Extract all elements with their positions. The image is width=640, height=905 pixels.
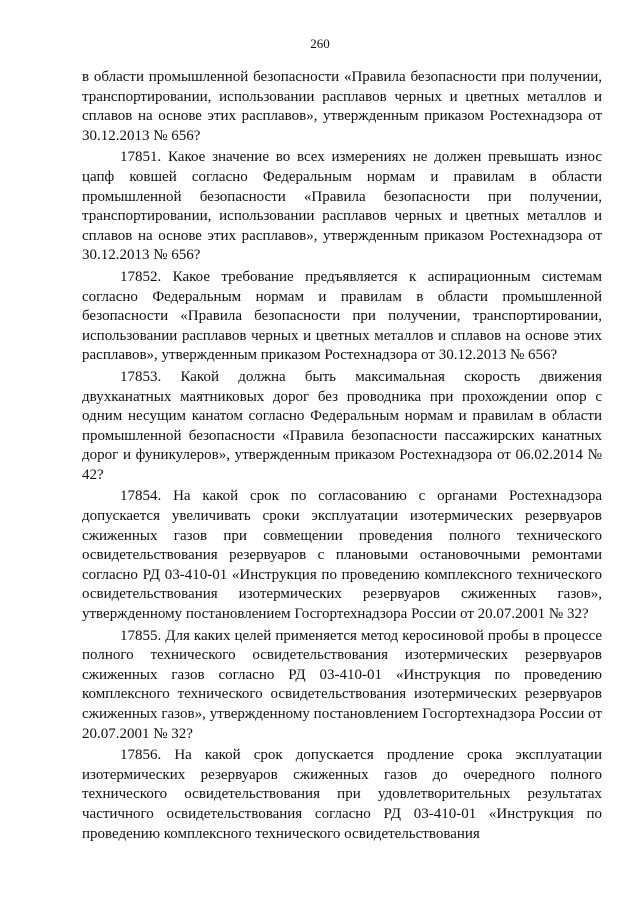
question-17853: 17853. Какой должна быть максимальная скорость движения двухканатных маятниковых дорог без проводника при прохождении опор с одним несущим канатом согласно Федеральным нормам и правилам в области промышленной безопасности «Правила безопасности пассажирских канатных дорог и фуникулеров», утвержденным приказом Ростехнадзора от 06.02.2014 № 42? <box>82 368 602 483</box>
question-17852: 17852. Какое требование предъявляется к аспирационным системам согласно Федеральным нормам и правилам в области промышленной безопасности «Правила безопасности при получении, транспортировании, использовании расплавов черных и цветных металлов и сплавов на основе этих расплавов», утвержденным приказом Ростехнадзора от 30.12.2013 № 656? <box>82 268 602 364</box>
question-17854: 17854. На какой срок по согласованию с органами Ростехнадзора допускается увеличивать сроки эксплуатации изотермических резервуаров сжиженных газов при совмещении проведения полного технического освидетельствования резервуаров с плановыми остановочными ремонтами согласно РД 03-410-01 «Инструкция по проведению комплексного технического освидетельствования изотермических резервуаров сжиженных газов», утвержденному постановлением Госгортехнадзора России от 20.07.2001 № 32? <box>82 488 602 623</box>
question-17855: 17855. Для каких целей применяется метод керосиновой пробы в процессе полного технического освидетельствования изотермических резервуаров сжиженных газов согласно РД 03-410-01 «Инструкция по проведению комплексного технического освидетельствования изотермических резервуаров сжиженных газов», утвержденному постановлением Госгортехнадзора России от 20.07.2001 № 32? <box>82 627 602 742</box>
paragraph-continuation: в области промышленной безопасности «Правила безопасности при получении, транспортировании, использовании расплавов черных и цветных металлов и сплавов на основе этих расплавов», утвержденным приказом Ростехнадзора от 30.12.2013 № 656? <box>82 69 602 144</box>
page-number: 260 <box>310 36 330 51</box>
question-17856: 17856. На какой срок допускается продление срока эксплуатации изотермических резервуаров сжиженных газов до очередного полного технического освидетельствования при удовлетворительных результатах частичного освидетельствования согласно РД 03-410-01 «Инструкция по проведению комплексного технического освидетельствования <box>82 747 602 842</box>
page-body <box>82 68 602 846</box>
question-17851: 17851. Какое значение во всех измерениях не должен превышать износ цапф ковшей согласно Федеральным нормам и правилам в области промышленной безопасности «Правила безопасности при получении, транспортировании, использовании расплавов черных и цветных металлов и сплавов на основе этих расплавов», утвержденным приказом Ростехнадзора от 30.12.2013 № 656? <box>82 149 602 264</box>
